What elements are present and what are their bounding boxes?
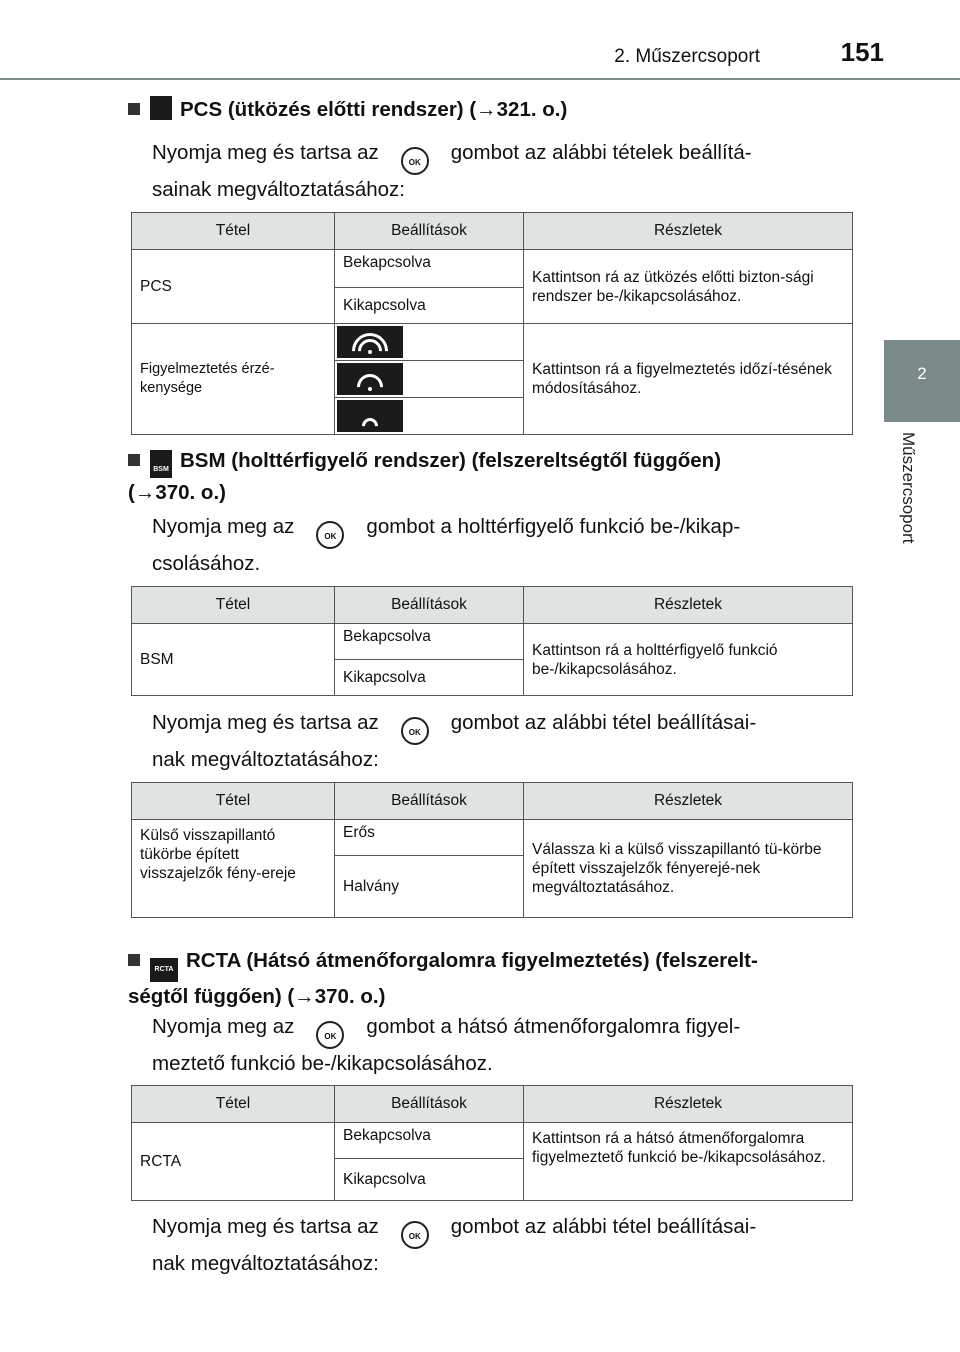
ok-button-icon: OK [401,1221,429,1249]
ok-button-icon: OK [316,1021,344,1049]
pcs-icon [150,96,172,120]
pcs-table [131,212,853,435]
table-header: Részletek [524,783,853,820]
table-cell-option: Bekapcsolva [335,1123,524,1159]
sensitivity-mid-cell [335,361,524,398]
table-cell-option: Kikapcsolva [335,1159,524,1201]
pcs-instruction [152,138,852,205]
bsm-icon: BSM [150,450,172,478]
table-cell-item: Figyelmeztetés érzé-kenysége [132,324,335,435]
bsm-text-after: gombot a holttérfigyelő funkció be-/kikap- [366,515,741,538]
table-cell-detail: Kattintson rá a hátsó átmenőforgalomra figyelmeztető funkció be-/kikapcsolásához. [524,1123,853,1201]
bullet-square [128,954,140,966]
rcta-text2-after: gombot az alábbi tétel beállításai- [450,1215,757,1238]
table-cell-detail: Kattintson rá a figyelmeztetés időzí-tésének módosításához. [524,324,853,435]
table-header: Beállítások [335,1086,524,1123]
bsm-heading-ref: (→370. o.) [128,481,226,504]
ok-button-icon: OK [401,717,429,745]
bsm-text-before: Nyomja meg az [152,515,295,538]
bsm-heading-text: BSM (holttérfigyelő rendszer) (felszereltségtől függően) [180,449,722,472]
sensitivity-low-icon [337,400,403,432]
rcta-text-before: Nyomja meg az [152,1015,295,1038]
table-header: Beállítások [335,587,524,624]
rcta-text-line2: meztető funkció be-/kikapcsolásához. [152,1052,493,1075]
table-header: Tétel [132,213,335,250]
table-cell-detail: Válassza ki a külső visszapillantó tü-körbe épített visszajelzők fényerejé-nek megváltoztatásához. [524,820,853,918]
rcta-heading [128,946,848,1012]
rcta-instruction-2 [152,1212,852,1279]
table-header: Tétel [132,783,335,820]
table-cell-option: Kikapcsolva [335,660,524,696]
bsm-text2-line2: nak megváltoztatásához: [152,748,379,771]
sensitivity-high-icon [337,326,403,358]
pcs-text-line2: sainak megváltoztatásához: [152,178,405,201]
table-cell-option: Bekapcsolva [335,250,524,288]
bsm-text2-after: gombot az alábbi tétel beállításai- [450,711,757,734]
bsm-instruction-2 [152,708,852,775]
sensitivity-low-cell [335,398,524,435]
table-header: Tétel [132,587,335,624]
rcta-heading-text: RCTA (Hátsó átmenőforgalomra figyelmeztetés) (felszerelt- [186,949,758,972]
table-cell-item: RCTA [132,1123,335,1201]
table-cell-option: Erős [335,820,524,856]
pcs-heading-text: PCS (ütközés előtti rendszer) (→321. o.) [180,98,568,121]
table-cell-detail: Kattintson rá az ütközés előtti bizton-sági rendszer be-/kikapcsolásához. [524,250,853,324]
table-cell-item: PCS [132,250,335,324]
table-cell-option: Bekapcsolva [335,624,524,660]
bsm-indicator-table [131,782,853,918]
bsm-text-line2: csolásához. [152,552,261,575]
header-rule [0,78,960,80]
sensitivity-mid-icon [337,363,403,395]
rcta-text-after: gombot a hátsó átmenőforgalomra figyel- [366,1015,741,1038]
table-header: Beállítások [335,213,524,250]
rcta-text2-line2: nak megváltoztatásához: [152,1252,379,1275]
bullet-square [128,454,140,466]
table-cell-option: Kikapcsolva [335,288,524,324]
bsm-instruction [152,512,852,579]
table-cell-detail: Kattintson rá a holttérfigyelő funkció be-/kikapcsolásához. [524,624,853,696]
table-header: Tétel [132,1086,335,1123]
rcta-icon: RCTA [150,958,178,982]
sensitivity-high-cell [335,324,524,361]
table-cell-item: BSM [132,624,335,696]
pcs-text-after: gombot az alábbi tételek beállítá- [450,141,752,164]
rcta-text2-before: Nyomja meg és tartsa az [152,1215,379,1238]
bsm-text2-before: Nyomja meg és tartsa az [152,711,379,734]
pcs-heading [128,95,848,125]
page-number: 151 [840,37,884,67]
chapter-title: 2. Műszercsoport [614,46,760,67]
rcta-instruction [152,1012,852,1079]
bsm-table [131,586,853,696]
rcta-heading-ref: ségtől függően) (→370. o.) [128,985,386,1008]
chapter-tab: 2 [884,340,960,422]
bsm-heading [128,446,848,508]
table-header: Részletek [524,213,853,250]
table-header: Részletek [524,587,853,624]
rcta-table [131,1085,853,1201]
table-header: Beállítások [335,783,524,820]
table-cell-item: Külső visszapillantó tükörbe épített visszajelzők fény-ereje [132,820,335,918]
bullet-square [128,103,140,115]
pcs-text-before: Nyomja meg és tartsa az [152,141,379,164]
ok-button-icon: OK [316,521,344,549]
ok-button-icon: OK [401,147,429,175]
table-cell-option: Halvány [335,856,524,918]
table-header: Részletek [524,1086,853,1123]
chapter-side-label: Műszercsoport [899,432,918,544]
